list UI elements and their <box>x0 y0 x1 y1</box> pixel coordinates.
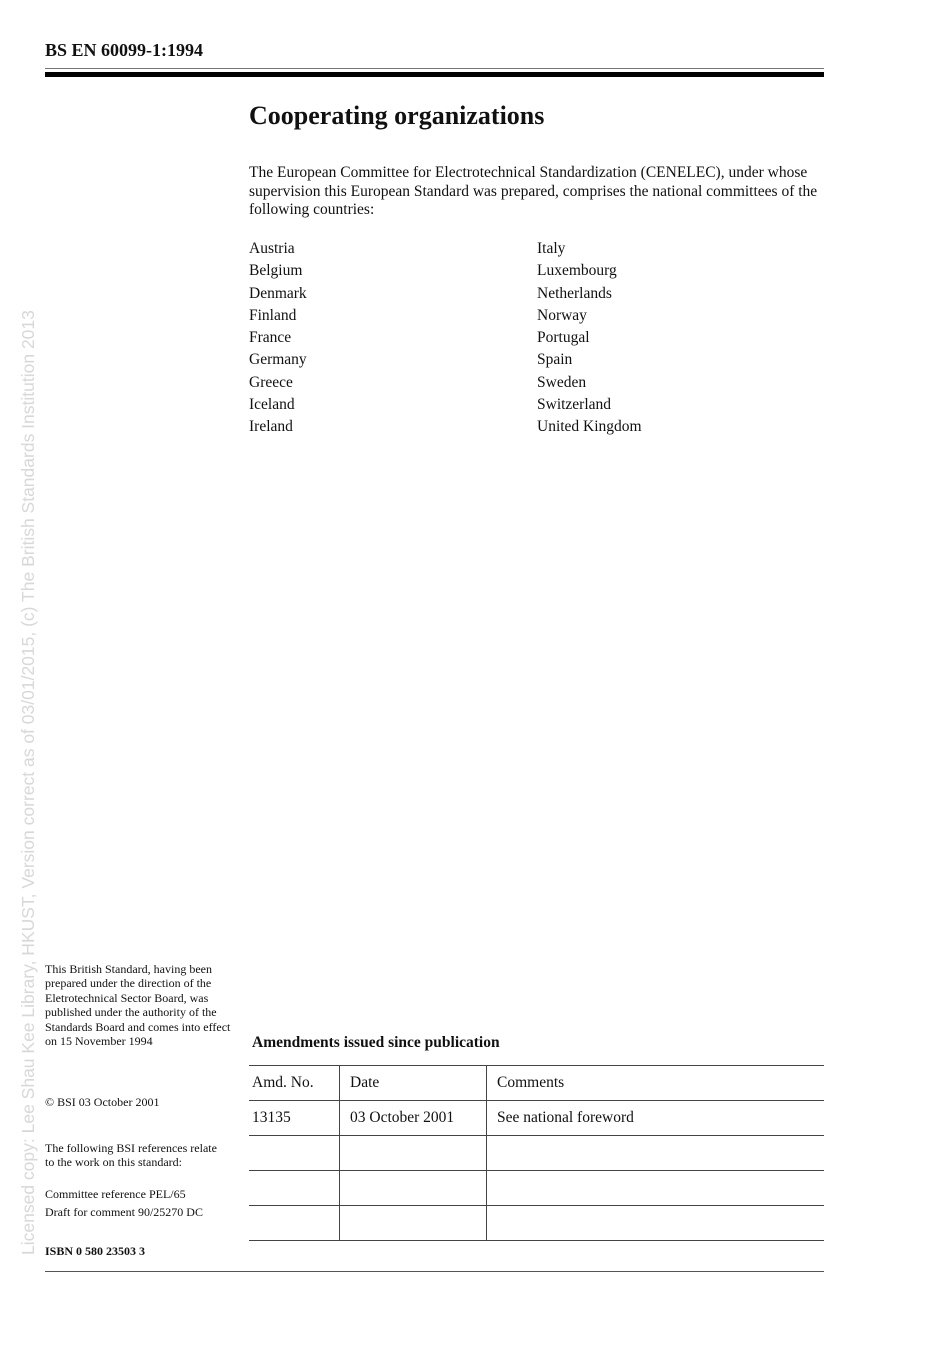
table-row <box>249 1136 824 1171</box>
country: Finland <box>249 306 297 324</box>
country: Italy <box>537 240 566 257</box>
country: France <box>249 329 292 347</box>
header-amd-no: Amd. No. <box>249 1066 340 1101</box>
cell-comments: See national foreword <box>487 1101 825 1136</box>
table-row <box>249 1171 824 1206</box>
country: Germany <box>249 351 307 369</box>
references-intro: The following BSI references relate to the work on this standard: <box>45 1141 217 1170</box>
header-rule-thick <box>45 72 824 77</box>
cell-amd-no <box>249 1206 340 1241</box>
publication-note: This British Standard, having been prepared under the direction of the Eletrotechnical Sector Board, was published under the authority of the Standards Board and comes into effect on 15 November 1994 <box>45 962 231 1049</box>
footer-rule <box>45 1271 824 1272</box>
country: Luxembourg <box>537 262 617 280</box>
amendments-table <box>249 1065 824 1241</box>
header-date: Date <box>340 1066 487 1101</box>
country: Sweden <box>537 373 587 391</box>
document-id: BS EN 60099-1:1994 <box>45 40 204 60</box>
country: Belgium <box>249 262 303 280</box>
country: Iceland <box>249 396 295 414</box>
cell-amd-no: 13135 <box>249 1101 340 1136</box>
country: Netherlands <box>537 284 612 302</box>
page-title: Cooperating organizations <box>249 101 545 130</box>
country: Greece <box>249 373 293 391</box>
country: United Kingdom <box>537 418 642 436</box>
cell-amd-no <box>249 1171 340 1206</box>
header-rule-thin <box>45 68 824 69</box>
copyright-note: © BSI 03 October 2001 <box>45 1095 160 1109</box>
committee-reference: Committee reference PEL/65 <box>45 1187 186 1201</box>
isbn: ISBN 0 580 23503 3 <box>45 1244 146 1258</box>
country: Spain <box>537 351 573 369</box>
country: Switzerland <box>537 396 612 414</box>
cell-comments <box>487 1206 825 1241</box>
country: Austria <box>249 240 295 257</box>
table-row <box>249 1206 824 1241</box>
draft-reference: Draft for comment 90/25270 DC <box>45 1205 203 1219</box>
cell-date <box>340 1171 487 1206</box>
license-watermark: Licensed copy: Lee Shau Kee Library, HKUST, Version correct as of 03/01/2015, (c) The British Standards Institution 2013 <box>18 310 38 1255</box>
country: Portugal <box>537 329 590 347</box>
table-row <box>249 1101 824 1136</box>
country-list-right <box>537 238 642 439</box>
cell-amd-no <box>249 1136 340 1171</box>
intro-paragraph: The European Committee for Electrotechnical Standardization (CENELEC), under whose supervision this European Standard was prepared, comprises the national committees of the following countries: <box>249 164 818 218</box>
country-list-left <box>249 238 307 439</box>
country: Norway <box>537 306 587 324</box>
table-header-row <box>249 1066 824 1101</box>
cell-date <box>340 1136 487 1171</box>
cell-date: 03 October 2001 <box>340 1101 487 1136</box>
header-comments: Comments <box>487 1066 825 1101</box>
country: Ireland <box>249 418 293 436</box>
amendments-title: Amendments issued since publication <box>252 1034 500 1051</box>
cell-date <box>340 1206 487 1241</box>
cell-comments <box>487 1136 825 1171</box>
country: Denmark <box>249 284 307 302</box>
cell-comments <box>487 1171 825 1206</box>
